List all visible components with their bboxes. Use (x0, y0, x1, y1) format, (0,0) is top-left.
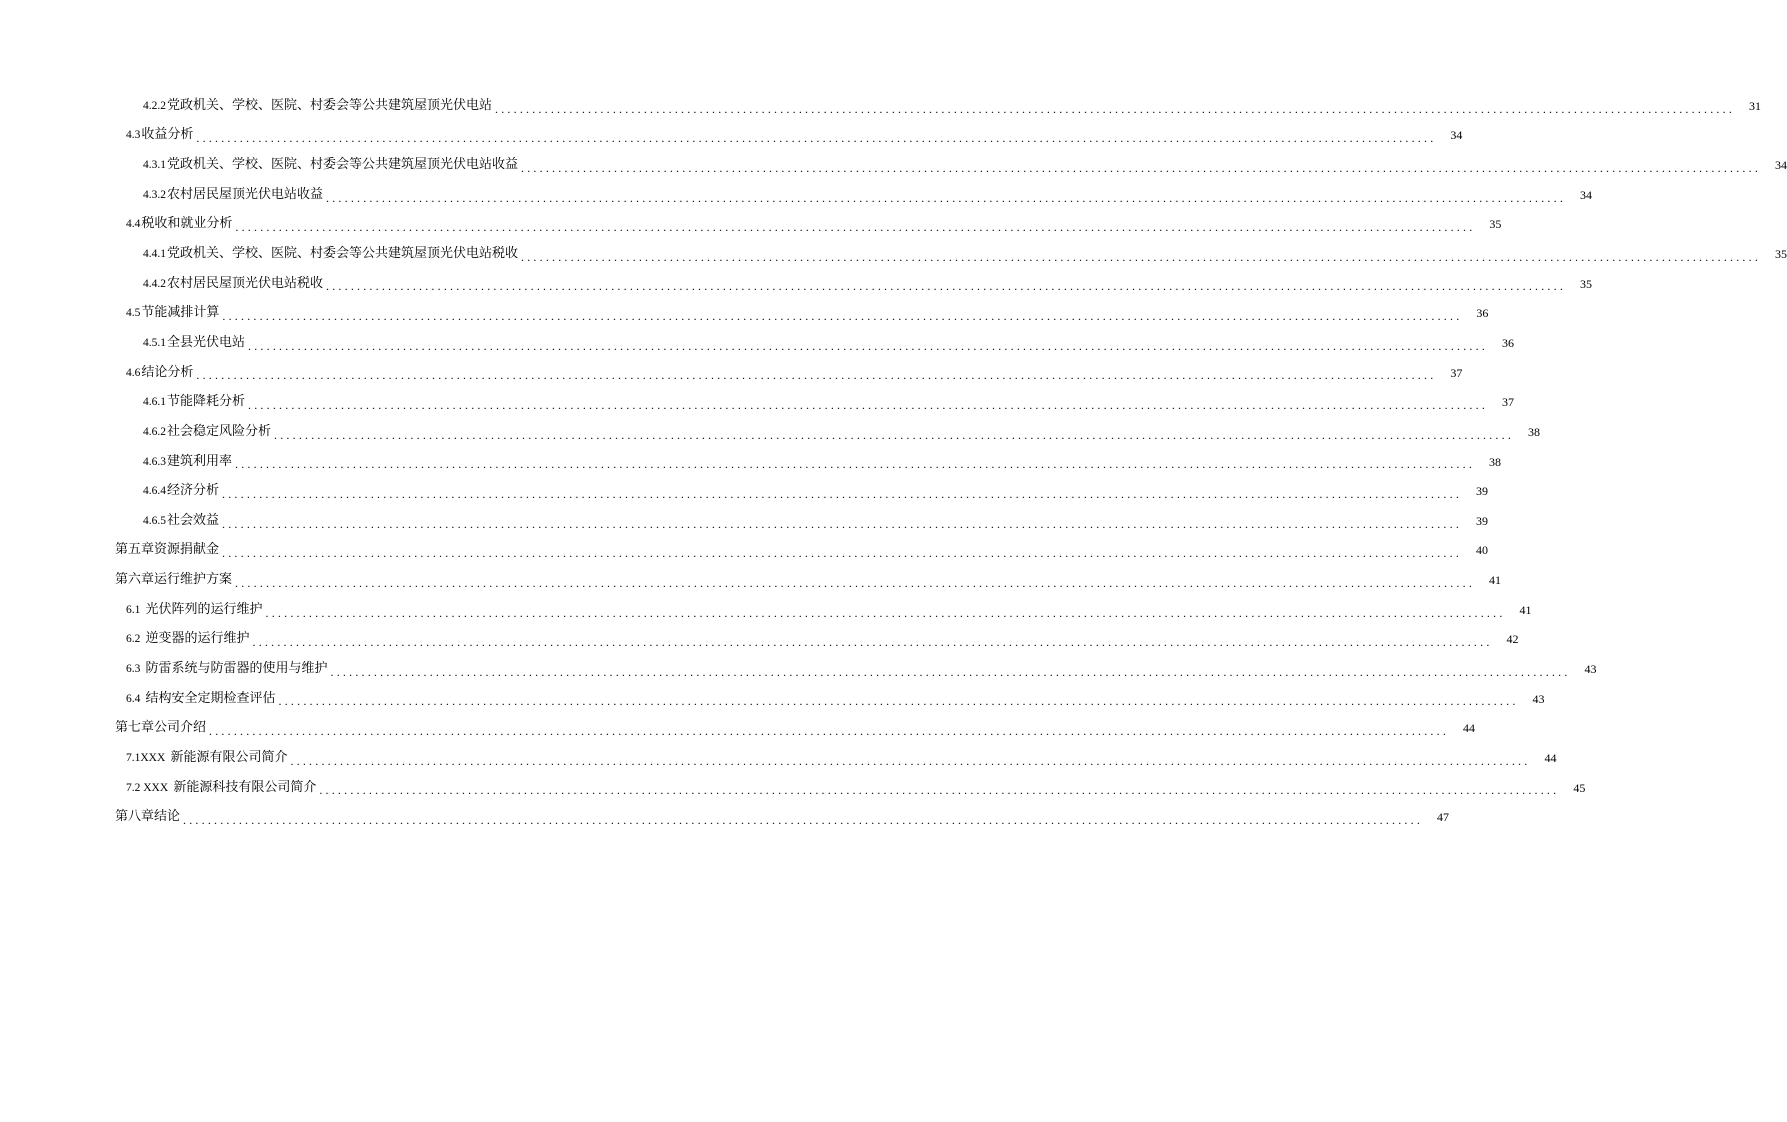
toc-entry-title: 税收和就业分析 (141, 216, 233, 232)
toc-entry-label (115, 720, 206, 736)
toc-entry-page: 44 (1544, 750, 1557, 765)
toc-entry-number: 4.6.1 (143, 396, 166, 409)
toc-entry-page: 44 (1463, 721, 1476, 736)
toc-entry-label (126, 691, 276, 707)
toc-entry-number: 4.4.1 (143, 248, 166, 261)
dot-leader: ........................................................................................................................................................................................................ (209, 724, 1450, 739)
dot-leader: ........................................................................................................................................................................................................ (319, 783, 1560, 798)
toc-entry-number: 4.3.2 (143, 188, 166, 201)
toc-entry[interactable] (0, 358, 1463, 388)
toc-entry-title: 收益分析 (141, 127, 194, 143)
toc-entry-number: 4.5 (126, 307, 141, 320)
toc-entry[interactable] (0, 565, 1502, 595)
toc-entry-page: 43 (1532, 691, 1545, 706)
toc-entry-number: 4.3.1 (143, 159, 166, 172)
toc-entry-title: 农村居民屋顶光伏电站税收 (167, 275, 324, 291)
toc-entry[interactable] (0, 713, 1476, 743)
toc-entry-number: 7.2 XXX (126, 781, 169, 794)
toc-entry-label (126, 780, 316, 796)
toc-entry-page: 47 (1437, 810, 1450, 825)
toc-entry-page: 34 (1775, 158, 1787, 173)
toc-entry-label (143, 454, 232, 470)
toc-entry-number: 6.4 (126, 692, 141, 705)
toc-entry-title: 光伏阵列的运行维护 (145, 601, 263, 617)
toc-entry-title: 第五章资源捐献金 (115, 542, 220, 558)
toc-entry-title: 第八章结论 (115, 809, 181, 825)
toc-entry-number: 7.1XXX (126, 751, 166, 764)
dot-leader: ........................................................................................................................................................................................................ (326, 279, 1567, 294)
toc-entry-number: 4.4 (126, 218, 141, 231)
dot-leader: ........................................................................................................................................................................................................ (235, 575, 1476, 590)
toc-entry-page: 41 (1489, 573, 1502, 588)
toc-entry-number: 4.5.1 (143, 336, 166, 349)
dot-leader: ........................................................................................................................................................................................................ (252, 635, 1493, 650)
toc-entry-number: 4.6.4 (143, 485, 166, 498)
toc-entry-page: 38 (1528, 424, 1541, 439)
dot-leader: ........................................................................................................................................................................................................ (222, 546, 1463, 561)
toc-entry-number: 6.2 (126, 633, 141, 646)
toc-entry-title: 经济分析 (167, 483, 220, 499)
toc-entry-title: 全县光伏电站 (167, 334, 246, 350)
toc-entry-label (115, 809, 180, 825)
toc-entry-title: 节能降耗分析 (167, 394, 246, 410)
toc-entry-title: 党政机关、学校、医院、村委会等公共建筑屋顶光伏电站税收 (167, 246, 519, 262)
toc-entry[interactable] (0, 743, 1557, 773)
toc-entry-page: 39 (1476, 513, 1489, 528)
toc-entry-page: 35 (1489, 217, 1502, 232)
toc-entry[interactable] (0, 91, 1762, 121)
toc-entry-title: 新能源科技有限公司简介 (173, 779, 317, 795)
toc-entry-number: 4.4.2 (143, 277, 166, 290)
toc-entry-title: 社会效益 (167, 512, 220, 528)
toc-entry[interactable] (0, 121, 1463, 151)
dot-leader: ........................................................................................................................................................................................................ (248, 398, 1489, 413)
toc-entry-label (126, 602, 263, 618)
toc-entry-title: 建筑利用率 (167, 453, 233, 469)
dot-leader: ........................................................................................................................................................................................................ (330, 664, 1571, 679)
toc-entry[interactable] (0, 239, 1787, 269)
toc-entry-number: 4.6.2 (143, 425, 166, 438)
toc-entry-label (126, 216, 232, 232)
dot-leader: ........................................................................................................................................................................................................ (235, 457, 1476, 472)
toc-entry-label (143, 483, 219, 499)
dot-leader: ........................................................................................................................................................................................................ (222, 516, 1463, 531)
toc-entry[interactable] (0, 625, 1519, 655)
toc-entry[interactable] (0, 150, 1787, 180)
toc-entry-label (143, 335, 245, 351)
toc-entry-title: 防雷系统与防雷器的使用与维护 (145, 660, 328, 676)
toc-entry[interactable] (0, 210, 1502, 240)
toc-entry-label (143, 157, 518, 173)
toc-entry-label (126, 305, 219, 321)
toc-entry-title: 农村居民屋顶光伏电站收益 (167, 186, 324, 202)
toc-entry[interactable] (0, 476, 1489, 506)
table-of-contents (0, 91, 1787, 832)
toc-entry-label (126, 750, 287, 766)
dot-leader: ........................................................................................................................................................................................................ (278, 694, 1519, 709)
toc-entry[interactable] (0, 684, 1545, 714)
toc-entry-title: 结论分析 (141, 364, 194, 380)
toc-entry-page: 37 (1502, 395, 1515, 410)
toc-entry-title: 第六章运行维护方案 (115, 572, 233, 588)
dot-leader: ........................................................................................................................................................................................................ (274, 427, 1515, 442)
dot-leader: ........................................................................................................................................................................................................ (326, 190, 1567, 205)
toc-entry-label (143, 187, 323, 203)
toc-entry-page: 35 (1580, 276, 1593, 291)
toc-entry-number: 6.3 (126, 662, 141, 675)
toc-entry-number: 4.6.3 (143, 455, 166, 468)
toc-entry-title: 党政机关、学校、医院、村委会等公共建筑屋顶光伏电站收益 (167, 157, 519, 173)
toc-entry-label (143, 276, 323, 292)
toc-entry-page: 43 (1584, 661, 1597, 676)
dot-leader: ........................................................................................................................................................................................................ (521, 160, 1762, 175)
dot-leader: ........................................................................................................................................................................................................ (495, 101, 1736, 116)
dot-leader: ........................................................................................................................................................................................................ (222, 309, 1463, 324)
dot-leader: ........................................................................................................................................................................................................ (183, 813, 1424, 828)
toc-entry-label (126, 127, 193, 143)
toc-entry[interactable] (0, 536, 1489, 566)
toc-entry-label (143, 394, 245, 410)
toc-entry-number: 4.3 (126, 129, 141, 142)
toc-entry-page: 34 (1580, 187, 1593, 202)
toc-entry-page: 36 (1502, 335, 1515, 350)
toc-entry[interactable] (0, 654, 1597, 684)
toc-entry-page: 36 (1476, 306, 1489, 321)
toc-entry-label (115, 572, 232, 588)
toc-entry-label (143, 246, 518, 262)
toc-entry[interactable] (0, 447, 1502, 477)
toc-entry[interactable] (0, 773, 1586, 803)
toc-entry[interactable] (0, 387, 1515, 417)
toc-entry-title: 社会稳定风险分析 (167, 423, 272, 439)
toc-entry-title: 结构安全定期检查评估 (145, 690, 276, 706)
dot-leader: ........................................................................................................................................................................................................ (235, 220, 1476, 235)
toc-entry-label (143, 98, 492, 114)
toc-entry-page: 42 (1506, 632, 1519, 647)
toc-entry[interactable] (0, 298, 1489, 328)
toc-entry-page: 31 (1749, 98, 1762, 113)
toc-entry-label (143, 424, 271, 440)
dot-leader: ........................................................................................................................................................................................................ (196, 368, 1437, 383)
toc-entry-label (126, 631, 250, 647)
toc-entry-number: 4.2.2 (143, 99, 166, 112)
toc-entry-label (115, 542, 219, 558)
dot-leader: ........................................................................................................................................................................................................ (521, 249, 1762, 264)
toc-entry[interactable] (0, 328, 1515, 358)
toc-entry[interactable] (0, 269, 1593, 299)
toc-entry-number: 4.6 (126, 366, 141, 379)
toc-entry-page: 38 (1489, 454, 1502, 469)
dot-leader: ........................................................................................................................................................................................................ (248, 338, 1489, 353)
toc-entry[interactable] (0, 506, 1489, 536)
toc-entry[interactable] (0, 595, 1532, 625)
toc-entry-title: 第七章公司介绍 (115, 720, 207, 736)
toc-entry-label (143, 513, 219, 529)
toc-entry-page: 41 (1519, 602, 1532, 617)
toc-entry-title: 新能源有限公司简介 (170, 749, 288, 765)
dot-leader: ........................................................................................................................................................................................................ (196, 131, 1437, 146)
toc-entry[interactable] (0, 417, 1541, 447)
toc-entry-page: 37 (1450, 365, 1463, 380)
toc-entry-title: 党政机关、学校、医院、村委会等公共建筑屋顶光伏电站 (167, 97, 493, 113)
toc-entry-label (126, 365, 193, 381)
dot-leader: ........................................................................................................................................................................................................ (265, 605, 1506, 620)
toc-entry[interactable] (0, 802, 1450, 832)
toc-entry-page: 34 (1450, 128, 1463, 143)
dot-leader: ........................................................................................................................................................................................................ (222, 486, 1463, 501)
toc-entry-page: 39 (1476, 484, 1489, 499)
toc-entry-number: 4.6.5 (143, 514, 166, 527)
toc-entry-title: 逆变器的运行维护 (145, 631, 250, 647)
toc-entry[interactable] (0, 180, 1593, 210)
toc-entry-page: 45 (1573, 780, 1586, 795)
toc-entry-label (126, 661, 328, 677)
toc-entry-title: 节能减排计算 (141, 305, 220, 321)
toc-entry-number: 6.1 (126, 603, 141, 616)
toc-entry-page: 40 (1476, 543, 1489, 558)
dot-leader: ........................................................................................................................................................................................................ (290, 753, 1531, 768)
toc-entry-page: 35 (1775, 247, 1787, 262)
